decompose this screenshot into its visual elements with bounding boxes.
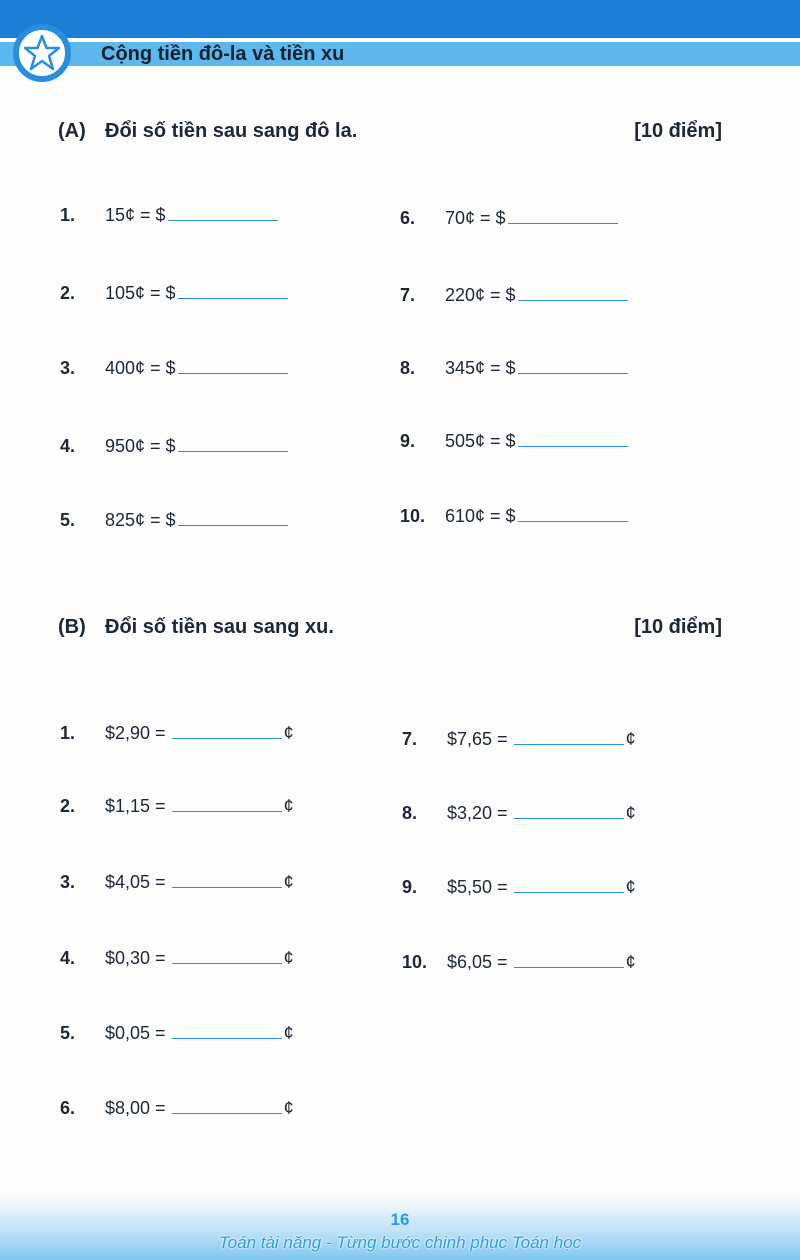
- exercise-number: 6.: [60, 1098, 76, 1118]
- b-exercise-1: [60, 723, 294, 744]
- a-exercise-5: [60, 510, 290, 531]
- answer-blank[interactable]: [518, 372, 628, 374]
- exercise-expression: $3,20 =: [447, 803, 508, 823]
- cent-unit: ¢: [283, 1023, 294, 1043]
- page-title: Cộng tiền đô-la và tiền xu: [101, 43, 345, 65]
- a-exercise-6: [400, 208, 620, 229]
- exercise-expression: $4,05 =: [105, 872, 166, 892]
- answer-blank[interactable]: [514, 743, 624, 745]
- section-a-instruction: Đổi số tiền sau sang đô la.: [105, 120, 358, 142]
- footer-slogan: Toán tài năng - Từng bước chinh phục Toán học: [218, 1233, 582, 1252]
- cent-unit: ¢: [283, 723, 294, 743]
- exercise-expression: 825¢ = $: [105, 510, 176, 530]
- answer-blank[interactable]: [172, 1112, 282, 1114]
- cent-unit: ¢: [283, 1098, 294, 1118]
- answer-blank[interactable]: [172, 810, 282, 812]
- exercise-number: 1.: [60, 205, 76, 225]
- b-exercise-4: [60, 948, 294, 969]
- header-band: [0, 0, 800, 38]
- exercise-number: 10.: [402, 952, 428, 972]
- answer-blank[interactable]: [514, 891, 624, 893]
- a-exercise-10: [400, 506, 630, 527]
- exercise-expression: $7,65 =: [447, 729, 508, 749]
- exercise-expression: $5,50 =: [447, 877, 508, 897]
- cent-unit: ¢: [625, 952, 636, 972]
- b-exercise-8: [402, 803, 636, 824]
- answer-blank[interactable]: [172, 886, 282, 888]
- exercise-number: 8.: [402, 803, 418, 823]
- star-icon: [13, 24, 71, 82]
- exercise-number: 5.: [60, 510, 76, 530]
- exercise-expression: 950¢ = $: [105, 436, 176, 456]
- answer-blank[interactable]: [508, 222, 618, 224]
- answer-blank[interactable]: [178, 372, 288, 374]
- exercise-number: 9.: [400, 431, 416, 451]
- a-exercise-9: [400, 431, 630, 452]
- exercise-expression: 345¢ = $: [445, 358, 516, 378]
- section-b-instruction: Đổi số tiền sau sang xu.: [105, 616, 334, 638]
- exercise-expression: $1,15 =: [105, 796, 166, 816]
- exercise-expression: 220¢ = $: [445, 285, 516, 305]
- exercise-number: 9.: [402, 877, 418, 897]
- cent-unit: ¢: [283, 872, 294, 892]
- answer-blank[interactable]: [168, 219, 278, 221]
- b-exercise-5: [60, 1023, 294, 1044]
- exercise-expression: 15¢ = $: [105, 205, 166, 225]
- exercise-number: 2.: [60, 283, 76, 303]
- section-a-label: (A): [58, 120, 86, 142]
- exercise-expression: $0,05 =: [105, 1023, 166, 1043]
- exercise-expression: 400¢ = $: [105, 358, 176, 378]
- cent-unit: ¢: [625, 803, 636, 823]
- answer-blank[interactable]: [514, 966, 624, 968]
- cent-unit: ¢: [625, 877, 636, 897]
- cent-unit: ¢: [283, 948, 294, 968]
- answer-blank[interactable]: [172, 1037, 282, 1039]
- b-exercise-6: [60, 1098, 294, 1119]
- exercise-number: 7.: [400, 285, 416, 305]
- a-exercise-8: [400, 358, 630, 379]
- section-a-points: [10 điểm]: [634, 120, 722, 142]
- exercise-expression: 105¢ = $: [105, 283, 176, 303]
- answer-blank[interactable]: [518, 445, 628, 447]
- a-exercise-1: [60, 205, 280, 226]
- answer-blank[interactable]: [178, 297, 288, 299]
- cent-unit: ¢: [625, 729, 636, 749]
- exercise-expression: 610¢ = $: [445, 506, 516, 526]
- answer-blank[interactable]: [172, 962, 282, 964]
- exercise-number: 5.: [60, 1023, 76, 1043]
- b-exercise-3: [60, 872, 294, 893]
- b-exercise-10: [402, 952, 636, 973]
- exercise-number: 10.: [400, 506, 426, 526]
- section-b-points: [10 điểm]: [634, 616, 722, 638]
- b-exercise-7: [402, 729, 636, 750]
- exercise-number: 4.: [60, 948, 76, 968]
- exercise-expression: $6,05 =: [447, 952, 508, 972]
- answer-blank[interactable]: [518, 520, 628, 522]
- answer-blank[interactable]: [178, 524, 288, 526]
- a-exercise-4: [60, 436, 290, 457]
- a-exercise-7: [400, 285, 630, 306]
- exercise-number: 1.: [60, 723, 76, 743]
- exercise-number: 7.: [402, 729, 418, 749]
- exercise-expression: $0,30 =: [105, 948, 166, 968]
- answer-blank[interactable]: [172, 737, 282, 739]
- exercise-number: 3.: [60, 358, 76, 378]
- exercise-number: 8.: [400, 358, 416, 378]
- cent-unit: ¢: [283, 796, 294, 816]
- a-exercise-3: [60, 358, 290, 379]
- section-b-label: (B): [58, 616, 86, 638]
- answer-blank[interactable]: [518, 299, 628, 301]
- exercise-expression: 70¢ = $: [445, 208, 506, 228]
- a-exercise-2: [60, 283, 290, 304]
- exercise-number: 6.: [400, 208, 416, 228]
- exercise-expression: $2,90 =: [105, 723, 166, 743]
- answer-blank[interactable]: [178, 450, 288, 452]
- b-exercise-2: [60, 796, 294, 817]
- exercise-number: 4.: [60, 436, 76, 456]
- exercise-expression: $8,00 =: [105, 1098, 166, 1118]
- b-exercise-9: [402, 877, 636, 898]
- exercise-number: 3.: [60, 872, 76, 892]
- exercise-number: 2.: [60, 796, 76, 816]
- answer-blank[interactable]: [514, 817, 624, 819]
- page-number: 16: [390, 1210, 410, 1229]
- exercise-expression: 505¢ = $: [445, 431, 516, 451]
